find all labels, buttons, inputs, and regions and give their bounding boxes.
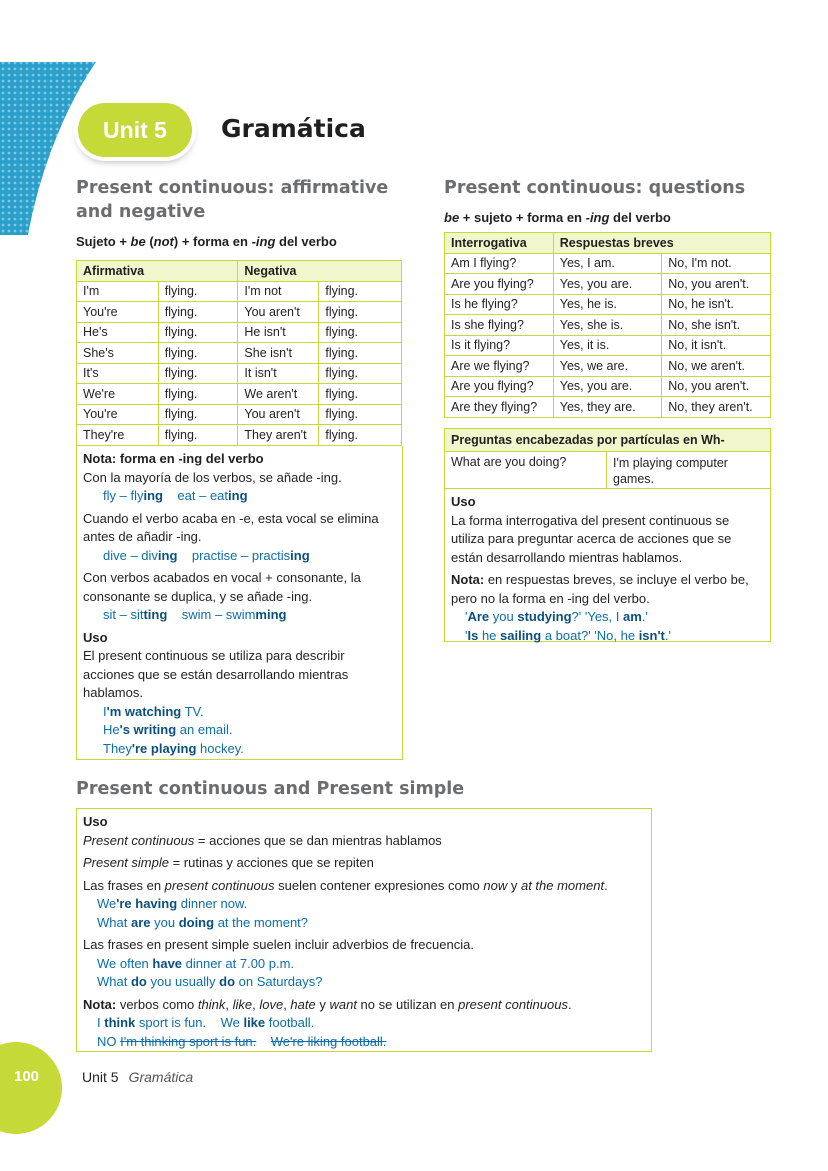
right-heading: Present continuous: questions [444,178,746,198]
example-3: sit – sitting swim – swimming [103,607,287,622]
bottom-line-3: Las frases en present continuous suelen contener expresiones como now y at the moment. [83,877,608,893]
table-cell: No, I'm not. [662,253,771,274]
bottom-line-4: Las frases en present simple suelen incluir adverbios de frecuencia. [83,937,474,952]
table-row [77,302,402,323]
uso-text: El present continuous se utiliza para describir acciones que se están desarrollando mientras hablamos. [83,648,349,700]
table-cell: It's [77,363,159,384]
table-row [445,356,771,377]
table-cell: flying. [319,281,402,302]
table-cell: Is it flying? [445,335,554,356]
table-cell: flying. [319,384,402,405]
table-row [445,335,771,356]
header-respuestas: Respuestas breves [553,233,770,254]
table-cell: flying. [158,425,238,446]
example-1: fly – flying eat – eating [103,488,248,503]
table-cell: We're [77,384,159,405]
table-cell: Is she flying? [445,315,554,336]
table-cell: Yes, he is. [553,294,662,315]
right-example-1: 'Are you studying?' 'Yes, I am.' [465,609,648,624]
right-nota: Nota: en respuestas breves, se incluye el verbo be, pero no la forma en -ing del verbo. [451,572,749,606]
unit-badge: Unit 5 [78,103,192,157]
table-cell: No, she isn't. [662,315,771,336]
bottom-nota: Nota: verbos como think, like, love, hate y want no se utilizan en present continuous. [83,996,572,1012]
bottom-heading: Present continuous and Present simple [76,779,465,799]
table-cell: You're [77,404,159,425]
table-cell: Are they flying? [445,397,554,418]
table-cell: He's [77,322,159,343]
bottom-example-2: What are you doing at the moment? [97,914,309,930]
table-row [445,253,771,274]
bottom-example-6: NO I'm thinking sport is fun. We're liking football. [97,1033,387,1049]
left-formula: Sujeto + be (not) + forma en -ing del verbo [76,234,337,249]
table-row [77,343,402,364]
table-header-row [445,233,771,254]
wrong-example-2: We're liking football. [270,1033,387,1049]
bottom-example-4: What do you usually do on Saturdays? [97,974,323,989]
uso-example-2: He's writing an email. [103,722,233,737]
wh-answer: I'm playing computer games. [613,456,728,486]
right-uso-text: La forma interrogativa del present continuous se utiliza para preguntar acerca de acciones que se están desarrollando mientras hablamos. [451,512,732,565]
header-afirmativa: Afirmativa [77,261,238,282]
uso-title: Uso [83,629,108,645]
table-cell: It isn't [238,363,319,384]
left-notes-box [76,446,403,760]
table-row [445,397,771,418]
table-cell: flying. [158,322,238,343]
wh-row [445,452,770,489]
table-cell: I'm [77,281,159,302]
left-heading: Present continuous: affirmative and negative [76,178,389,222]
header-interrogativa: Interrogativa [445,233,554,254]
bottom-example-3: We often have dinner at 7.00 p.m. [97,955,295,971]
example-2: dive – diving practise – practising [103,547,310,563]
bottom-example-1: We're having dinner now. [97,896,248,911]
table-cell: No, you aren't. [662,376,771,397]
table-cell: Am I flying? [445,253,554,274]
table-row [445,376,771,397]
table-cell: flying. [158,384,238,405]
uso-example-3: They're playing hockey. [103,740,244,756]
table-row [77,425,402,446]
table-row [445,294,771,315]
rule-1: Con la mayoría de los verbos, se añade -ing. [83,469,342,485]
table-cell: No, you aren't. [662,274,771,295]
table-cell: She isn't [238,343,319,364]
rule-2: Cuando el verbo acaba en -e, esta vocal se elimina antes de añadir -ing. [83,510,379,544]
right-example-2: 'Is he sailing a boat?' 'No, he isn't.' [465,627,671,643]
table-header-row [77,261,402,282]
table-row [77,363,402,384]
table-cell: She's [77,343,159,364]
table-cell: flying. [158,281,238,302]
table-cell: No, he isn't. [662,294,771,315]
rule-3: Con verbos acabados en vocal + consonante, la consonante se duplica, y se añade -ing. [83,570,361,604]
table-cell: flying. [319,322,402,343]
bottom-line-1: Present continuous = acciones que se dan mientras hablamos [83,832,442,848]
table-cell: flying. [319,404,402,425]
table-cell: Are we flying? [445,356,554,377]
bottom-example-5: I think sport is fun. We like football. [97,1015,315,1030]
table-cell: We aren't [238,384,319,405]
footer-label: Unit 5 Gramática [82,1069,194,1085]
page-number-circle [0,1042,62,1134]
table-cell: They're [77,425,159,446]
table-row [77,404,402,425]
table-cell: flying. [319,425,402,446]
table-cell: Yes, it is. [553,335,662,356]
table-cell: He isn't [238,322,319,343]
header-negativa: Negativa [238,261,402,282]
table-cell: No, they aren't. [662,397,771,418]
right-uso-title: Uso [451,494,476,509]
table-cell: Yes, you are. [553,274,662,295]
table-cell: Are you flying? [445,274,554,295]
table-cell: flying. [158,343,238,364]
table-cell: Yes, we are. [553,356,662,377]
table-cell: flying. [158,302,238,323]
table-cell: You're [77,302,159,323]
table-cell: flying. [319,302,402,323]
bottom-line-2: Present simple = rutinas y acciones que se repiten [83,855,374,870]
table-cell: Yes, she is. [553,315,662,336]
table-cell: Yes, you are. [553,376,662,397]
bottom-box [76,808,652,1052]
table-cell: Are you flying? [445,376,554,397]
table-cell: flying. [319,363,402,384]
bottom-uso-title: Uso [83,814,108,829]
table-cell: flying. [158,363,238,384]
table-row [445,315,771,336]
wrong-example-1: I'm thinking sport is fun. [120,1033,257,1049]
questions-table [444,232,771,418]
table-cell: No, it isn't. [662,335,771,356]
table-cell: You aren't [238,404,319,425]
table-cell: flying. [158,404,238,425]
table-row [445,274,771,295]
table-row [77,384,402,405]
table-cell: Is he flying? [445,294,554,315]
page-number: 100 [14,1068,40,1085]
wh-question: What are you doing? [445,452,607,488]
affirmative-negative-table [76,260,402,446]
table-cell: You aren't [238,302,319,323]
right-formula: be + sujeto + forma en -ing del verbo [444,210,671,225]
page-title: Gramática [221,114,366,143]
right-notes-box [444,428,771,642]
wh-title: Preguntas encabezadas por partículas en Wh- [445,429,770,452]
table-cell: I'm not [238,281,319,302]
table-cell: No, we aren't. [662,356,771,377]
table-cell: Yes, I am. [553,253,662,274]
uso-example-1: I'm watching TV. [103,703,204,719]
table-row [77,322,402,343]
table-cell: They aren't [238,425,319,446]
nota-title: Nota: forma en -ing del verbo [83,451,264,466]
table-cell: flying. [319,343,402,364]
table-cell: Yes, they are. [553,397,662,418]
table-row [77,281,402,302]
